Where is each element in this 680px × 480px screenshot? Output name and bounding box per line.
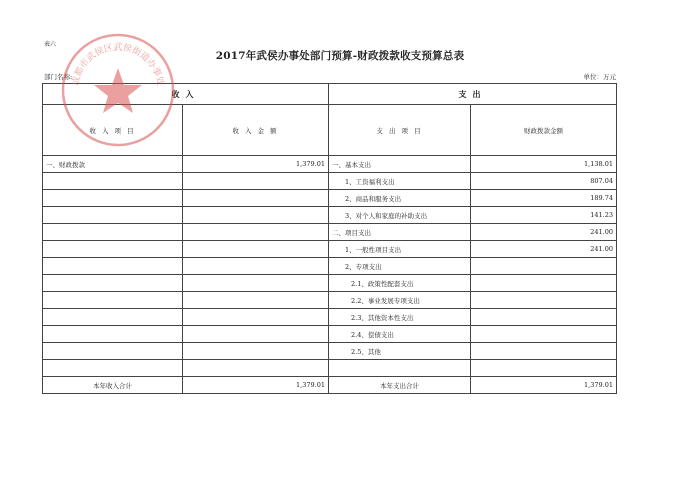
income-amount-cell bbox=[183, 207, 329, 224]
income-item-cell bbox=[43, 326, 183, 343]
col-income-item: 收 入 项 目 bbox=[43, 105, 183, 156]
expense-total-label: 本年支出合计 bbox=[329, 377, 471, 394]
expense-item-cell: 2.3、其他资本性支出 bbox=[329, 309, 471, 326]
table-row bbox=[43, 275, 617, 292]
table-body bbox=[43, 156, 617, 377]
income-item-cell bbox=[43, 173, 183, 190]
expense-item-cell: 2.4、偿债支出 bbox=[329, 326, 471, 343]
income-total-label: 本年收入合计 bbox=[43, 377, 183, 394]
income-amount-cell bbox=[183, 173, 329, 190]
table-row bbox=[43, 173, 617, 190]
income-item-cell bbox=[43, 190, 183, 207]
table-row bbox=[43, 190, 617, 207]
table-row bbox=[43, 326, 617, 343]
expense-total-amount: 1,379.01 bbox=[471, 377, 617, 394]
table-row bbox=[43, 156, 617, 173]
income-amount-cell bbox=[183, 275, 329, 292]
expense-header: 支出 bbox=[329, 84, 617, 105]
expense-amount-cell: 189.74 bbox=[471, 190, 617, 207]
col-income-amount: 收 入 金 额 bbox=[183, 105, 329, 156]
expense-item-cell: 2、专项支出 bbox=[329, 258, 471, 275]
income-amount-cell bbox=[183, 343, 329, 360]
expense-amount-cell: 807.04 bbox=[471, 173, 617, 190]
income-header: 收入 bbox=[43, 84, 329, 105]
income-item-cell bbox=[43, 241, 183, 258]
expense-amount-cell: 141.23 bbox=[471, 207, 617, 224]
income-total-amount: 1,379.01 bbox=[183, 377, 329, 394]
col-expense-amount: 财政拨款金额 bbox=[471, 105, 617, 156]
expense-item-cell: 1、一般性项目支出 bbox=[329, 241, 471, 258]
income-item-cell bbox=[43, 275, 183, 292]
expense-amount-cell bbox=[471, 326, 617, 343]
income-amount-cell bbox=[183, 326, 329, 343]
col-expense-item: 支 出 项 目 bbox=[329, 105, 471, 156]
expense-item-cell bbox=[329, 360, 471, 377]
income-item-cell bbox=[43, 207, 183, 224]
income-amount-cell bbox=[183, 224, 329, 241]
table-row bbox=[43, 292, 617, 309]
income-amount-cell bbox=[183, 258, 329, 275]
table-row bbox=[43, 241, 617, 258]
table-row bbox=[43, 207, 617, 224]
unit-label: 单位：万元 bbox=[583, 73, 616, 81]
expense-item-cell: 2.2、事业发展专项支出 bbox=[329, 292, 471, 309]
expense-item-cell: 1、工资福利支出 bbox=[329, 173, 471, 190]
table-number: 表六 bbox=[44, 41, 57, 48]
page-title: 2017年武侯办事处部门预算-财政拨款收支预算总表 bbox=[215, 50, 465, 62]
income-amount-cell bbox=[183, 241, 329, 258]
table-row bbox=[43, 343, 617, 360]
expense-item-cell: 二、项目支出 bbox=[329, 224, 471, 241]
income-amount-cell bbox=[183, 360, 329, 377]
income-amount-cell bbox=[183, 292, 329, 309]
income-item-cell bbox=[43, 258, 183, 275]
expense-amount-cell: 241.00 bbox=[471, 224, 617, 241]
table-header-main bbox=[43, 84, 617, 105]
table-row bbox=[43, 360, 617, 377]
department-label: 部门名称: bbox=[44, 73, 73, 81]
expense-item-cell: 2、商品和服务支出 bbox=[329, 190, 471, 207]
expense-amount-cell bbox=[471, 258, 617, 275]
expense-amount-cell bbox=[471, 292, 617, 309]
expense-amount-cell bbox=[471, 360, 617, 377]
income-amount-cell bbox=[183, 309, 329, 326]
expense-amount-cell bbox=[471, 275, 617, 292]
expense-item-cell: 2.5、其他 bbox=[329, 343, 471, 360]
totals-row bbox=[43, 377, 617, 394]
table-header-sub bbox=[43, 105, 617, 156]
income-item-cell: 一、财政拨款 bbox=[43, 156, 183, 173]
income-item-cell bbox=[43, 309, 183, 326]
income-amount-cell: 1,379.01 bbox=[183, 156, 329, 173]
expense-item-cell: 一、基本支出 bbox=[329, 156, 471, 173]
seal-text: 成都市武侯区武侯街道办事处 bbox=[71, 43, 165, 87]
budget-table bbox=[42, 83, 617, 394]
table-row bbox=[43, 224, 617, 241]
expense-amount-cell bbox=[471, 343, 617, 360]
expense-amount-cell: 241.00 bbox=[471, 241, 617, 258]
expense-amount-cell bbox=[471, 309, 617, 326]
income-item-cell bbox=[43, 343, 183, 360]
income-amount-cell bbox=[183, 190, 329, 207]
expense-amount-cell: 1,138.01 bbox=[471, 156, 617, 173]
income-item-cell bbox=[43, 360, 183, 377]
income-item-cell bbox=[43, 292, 183, 309]
table-row bbox=[43, 309, 617, 326]
income-item-cell bbox=[43, 224, 183, 241]
table-row bbox=[43, 258, 617, 275]
expense-item-cell: 2.1、政策性配套支出 bbox=[329, 275, 471, 292]
expense-item-cell: 3、对个人和家庭的补助支出 bbox=[329, 207, 471, 224]
